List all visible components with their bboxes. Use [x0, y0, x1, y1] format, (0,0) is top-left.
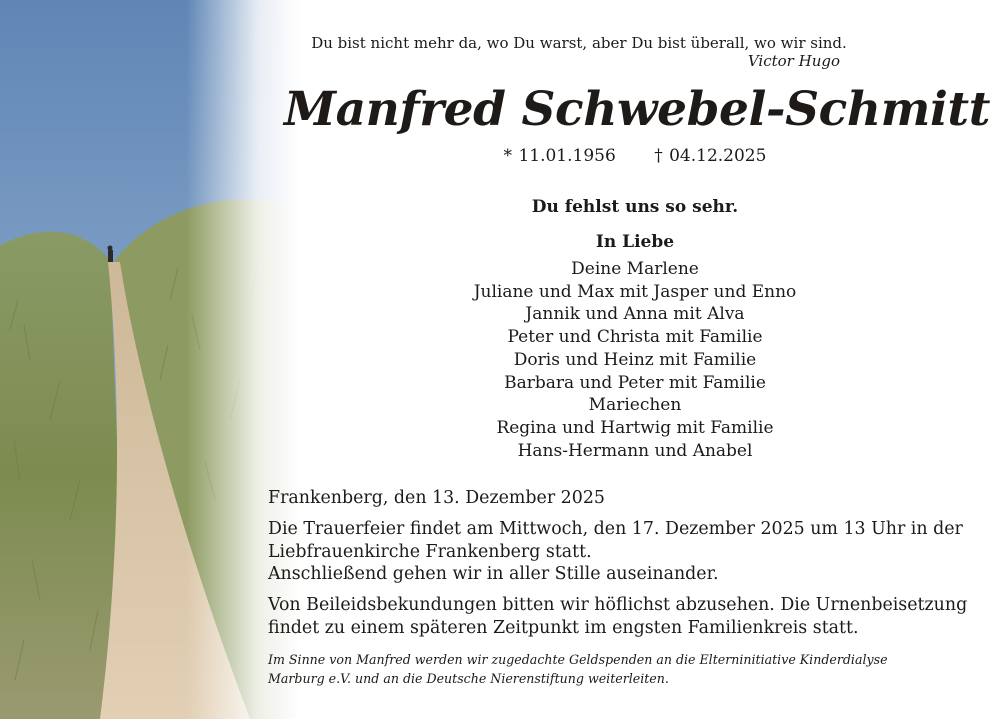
mourners-list: [270, 258, 1000, 462]
condolence-line: Von Beileidsbekundungen bitten wir höflichst abzusehen. Die Urnenbeisetzung: [268, 595, 968, 615]
ceremony-line: Anschließend gehen wir in aller Stille auseinander.: [268, 564, 719, 585]
donation-note: [268, 651, 988, 688]
life-dates: [270, 145, 1000, 167]
motto: Du fehlst uns so sehr.: [531, 197, 739, 217]
mourner: Regina und Hartwig mit Familie: [496, 417, 774, 438]
quote-text: Du bist nicht mehr da, wo Du warst, aber Du bist überall, wo wir sind.: [311, 34, 847, 52]
mourner: Mariechen: [588, 395, 682, 416]
mourner: Doris und Heinz mit Familie: [513, 349, 757, 370]
place-date: Frankenberg, den 13. Dezember 2025: [268, 488, 605, 508]
death-date: † 04.12.2025: [654, 146, 767, 166]
mourner: Barbara und Peter mit Familie: [504, 372, 766, 393]
birth-date: * 11.01.1956: [503, 146, 616, 166]
mourner: Jannik und Anna mit Alva: [525, 304, 745, 325]
ceremony-info: [268, 518, 988, 586]
mourner: Hans-Hermann und Anabel: [517, 440, 753, 461]
mourner: Deine Marlene: [571, 259, 699, 279]
dune-path-photo: [0, 0, 300, 719]
mourner: Peter und Christa mit Familie: [507, 327, 763, 348]
deceased-name: Manfred Schwebel-Schmitt: [283, 82, 991, 137]
ceremony-line: Die Trauerfeier findet am Mittwoch, den 17. Dezember 2025 um 13 Uhr in der: [268, 519, 963, 539]
love-heading: In Liebe: [595, 232, 675, 252]
mourner: Juliane und Max mit Jasper und Enno: [473, 281, 797, 302]
quote: [300, 34, 898, 70]
donation-line: Im Sinne von Manfred werden wir zugedachte Geldspenden an die Elterninitiative Kinderdialyse: [268, 652, 888, 667]
condolence-line: findet zu einem späteren Zeitpunkt im engsten Familienkreis statt.: [268, 617, 859, 638]
ceremony-line: Liebfrauenkirche Frankenberg statt.: [268, 541, 592, 562]
condolence-note: [268, 594, 988, 639]
donation-line: Marburg e.V. und an die Deutsche Nierenstiftung weiterleiten.: [268, 670, 669, 686]
quote-author: Victor Hugo: [747, 52, 840, 70]
